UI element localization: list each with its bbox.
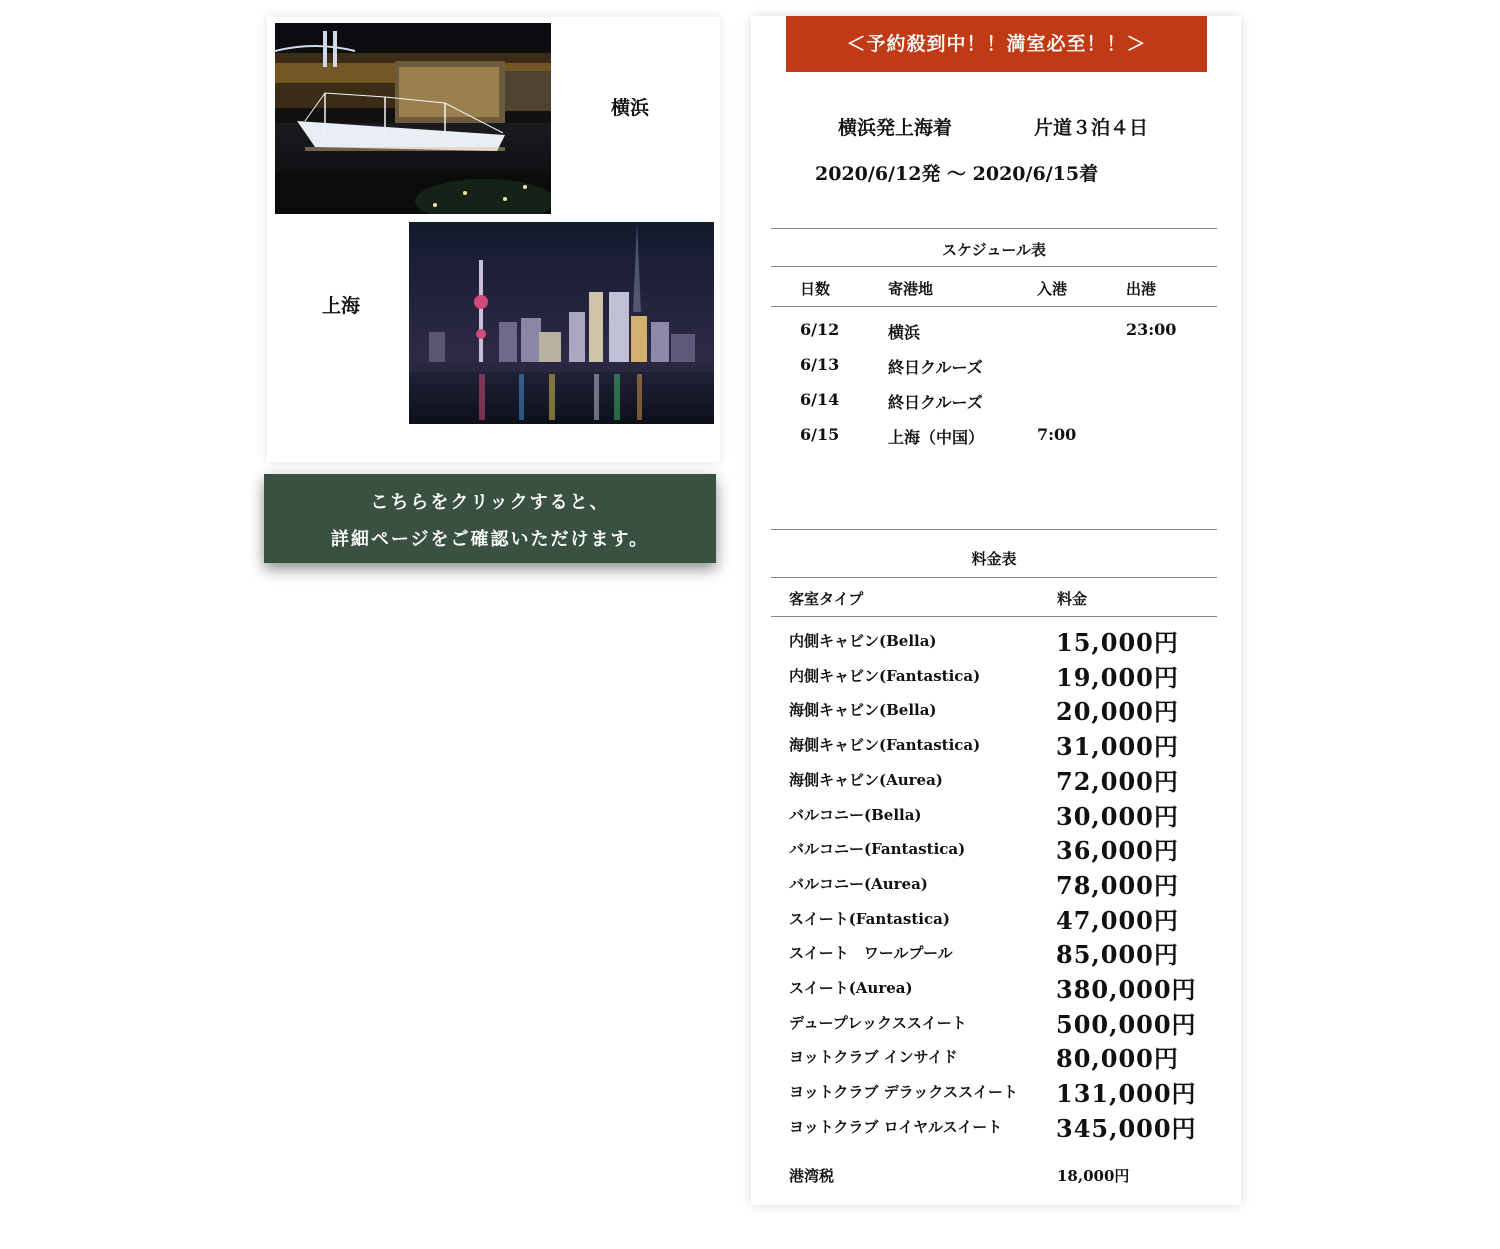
schedule-header-day: 日数 — [800, 280, 831, 298]
cabin-type: 内側キャビン(Fantastica) — [789, 666, 981, 685]
cabin-type: スイート ワールプール — [789, 944, 953, 963]
schedule-header-port: 寄港地 — [888, 280, 934, 298]
cabin-price: 30,000円 — [1056, 801, 1179, 831]
schedule-cell-day: 6/12 — [800, 320, 840, 339]
cta-line-2: 詳細ページをご確認いただけます。 — [330, 529, 650, 550]
schedule-header-arrive: 入港 — [1037, 280, 1068, 298]
cabin-type: ヨットクラブ インサイド — [789, 1048, 958, 1067]
pricing-top-rule — [771, 529, 1217, 530]
schedule-cell-day: 6/15 — [800, 425, 840, 444]
schedule-cell-port: 横浜 — [888, 323, 921, 342]
cabin-type: ヨットクラブ デラックススイート — [789, 1083, 1018, 1102]
cabin-price: 47,000円 — [1056, 905, 1179, 935]
pricing-header-rule — [771, 616, 1217, 617]
schedule-header-rule — [771, 306, 1217, 307]
schedule-cell-depart: 23:00 — [1126, 320, 1177, 339]
cabin-type: 海側キャビン(Fantastica) — [789, 736, 981, 755]
cabin-price: 78,000円 — [1056, 870, 1179, 900]
port-tax-label: 港湾税 — [789, 1167, 835, 1185]
schedule-cell-port: 終日クルーズ — [888, 393, 983, 412]
cabin-type: スイート(Fantastica) — [789, 909, 950, 928]
cabin-price: 500,000円 — [1056, 1009, 1197, 1039]
port-tax-price: 18,000円 — [1057, 1167, 1130, 1185]
cabin-type: ヨットクラブ ロイヤルスイート — [789, 1117, 1003, 1136]
shanghai-label: 上海 — [322, 295, 361, 317]
photos-card — [267, 17, 720, 462]
cabin-price: 131,000円 — [1056, 1079, 1197, 1109]
cabin-type: デュープレックススイート — [789, 1013, 967, 1032]
cabin-price: 31,000円 — [1056, 732, 1179, 762]
schedule-title: スケジュール表 — [941, 241, 1047, 259]
cabin-price: 20,000円 — [1056, 697, 1179, 727]
route-name: 横浜発上海着 — [838, 117, 953, 139]
cabin-type: バルコニー(Bella) — [789, 805, 922, 824]
details-page-button[interactable] — [264, 474, 716, 563]
schedule-cell-port: 終日クルーズ — [888, 358, 983, 377]
cabin-price: 345,000円 — [1056, 1113, 1197, 1143]
schedule-cell-day: 6/14 — [800, 390, 840, 409]
pricing-header-price: 料金 — [1057, 590, 1088, 608]
pricing-header-type: 客室タイプ — [789, 590, 864, 608]
cabin-price: 15,000円 — [1056, 628, 1179, 657]
route-duration: 片道３泊４日 — [1034, 117, 1149, 139]
cabin-price: 85,000円 — [1056, 940, 1179, 970]
schedule-title-rule — [771, 266, 1217, 267]
cabin-type: 海側キャビン(Bella) — [789, 701, 937, 720]
cabin-type: バルコニー(Aurea) — [789, 874, 928, 893]
pricing-title: 料金表 — [971, 550, 1017, 568]
pricing-title-rule — [771, 577, 1217, 578]
cabin-type: バルコニー(Fantastica) — [789, 840, 966, 859]
cabin-price: 19,000円 — [1056, 662, 1179, 692]
cruise-info-card — [751, 16, 1241, 1205]
yokohama-photo — [275, 23, 551, 214]
schedule-header-depart: 出港 — [1126, 280, 1157, 298]
route-dates: 2020/6/12発 〜 2020/6/15着 — [815, 163, 1099, 185]
cabin-price: 380,000円 — [1056, 975, 1197, 1004]
cabin-type: スイート(Aurea) — [789, 979, 913, 997]
schedule-cell-port: 上海（中国） — [888, 428, 985, 447]
cabin-price: 36,000円 — [1056, 836, 1179, 866]
schedule-cell-day: 6/13 — [800, 355, 840, 374]
cabin-type: 海側キャビン(Aurea) — [789, 770, 943, 789]
cta-line-1: こちらをクリックすると、 — [370, 492, 610, 513]
shanghai-photo — [409, 222, 714, 424]
booking-banner: ＜予約殺到中！！満室必至！！＞ — [786, 16, 1207, 72]
cabin-price: 72,000円 — [1056, 766, 1179, 796]
cabin-price: 80,000円 — [1056, 1044, 1179, 1074]
cabin-type: 内側キャビン(Bella) — [789, 632, 937, 650]
schedule-cell-arrive: 7:00 — [1037, 425, 1077, 444]
schedule-top-rule — [771, 228, 1217, 229]
yokohama-label: 横浜 — [611, 97, 650, 119]
